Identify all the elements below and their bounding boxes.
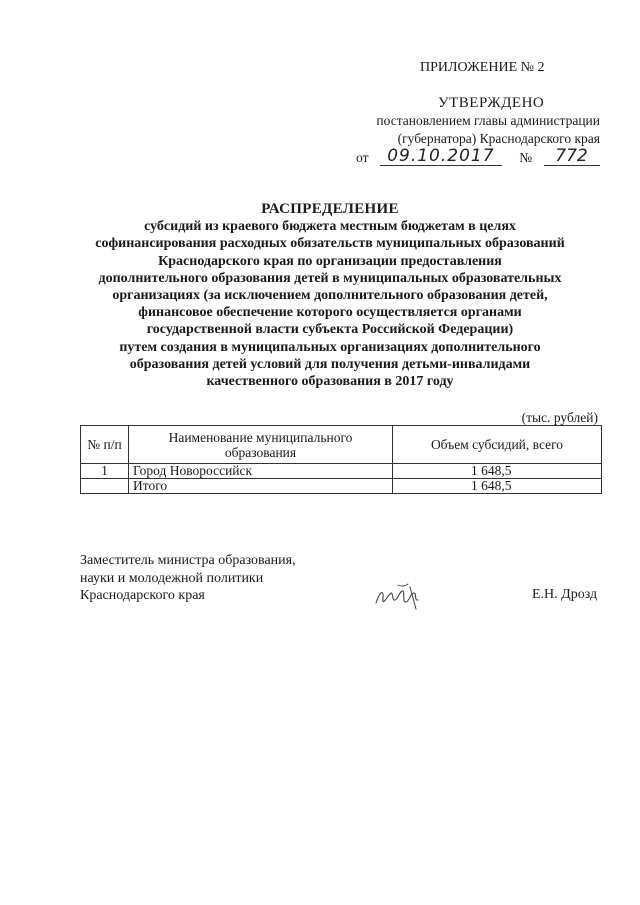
signer-title: Заместитель министра образования, науки и молодежной политики Краснодарского края (80, 553, 296, 603)
appendix-label: ПРИЛОЖЕНИЕ № 2 (420, 60, 545, 75)
decree-date-line (356, 147, 600, 166)
signature-icon (372, 581, 428, 613)
handwritten-date: 09.10.2017 (380, 147, 502, 166)
row-number: 1 (81, 464, 129, 479)
number-prefix: № (519, 150, 533, 165)
subsidy-table (80, 425, 602, 494)
table-total-row (81, 479, 602, 494)
header-municipality: Наименование муниципального образования (129, 426, 393, 464)
title-heading: РАСПРЕДЕЛЕНИЕ (261, 201, 399, 217)
row-amount: 1 648,5 (393, 464, 602, 479)
document-title (80, 201, 580, 390)
decree-line-2: (губернатора) Краснодарского края (397, 131, 600, 146)
table-row (81, 464, 602, 479)
approval-stamp-title: УТВЕРЖДЕНО (438, 95, 545, 111)
row-municipality: Город Новороссийск (129, 464, 393, 479)
title-description: субсидий из краевого бюджета местным бюджетам в целях софинансирования расходных обязательств муниципальных образований Краснодарского края по организации предоставления дополнительного образования детей в муниципальных образовательных организациях (за исключением дополнительного образования детей, финансовое обеспечение которого осуществляется органами государственной власти субъекта Российской Федерации) путем создания в муниципальных организациях дополнительного образования детей условий для получения детьми-инвалидами качественного образования в 2017 году (95, 219, 565, 390)
header-number: № п/п (81, 426, 129, 464)
header-amount: Объем субсидий, всего (393, 426, 602, 464)
signer-name: Е.Н. Дрозд (532, 587, 598, 602)
total-label: Итого (129, 479, 393, 494)
decree-line-1: постановлением главы администрации (376, 113, 600, 128)
unit-label: (тыс. рублей) (521, 410, 598, 425)
date-prefix: от (356, 150, 369, 165)
handwritten-number: 772 (544, 147, 600, 166)
total-amount: 1 648,5 (393, 479, 602, 494)
table-header-row (81, 426, 602, 464)
total-number (81, 479, 129, 494)
